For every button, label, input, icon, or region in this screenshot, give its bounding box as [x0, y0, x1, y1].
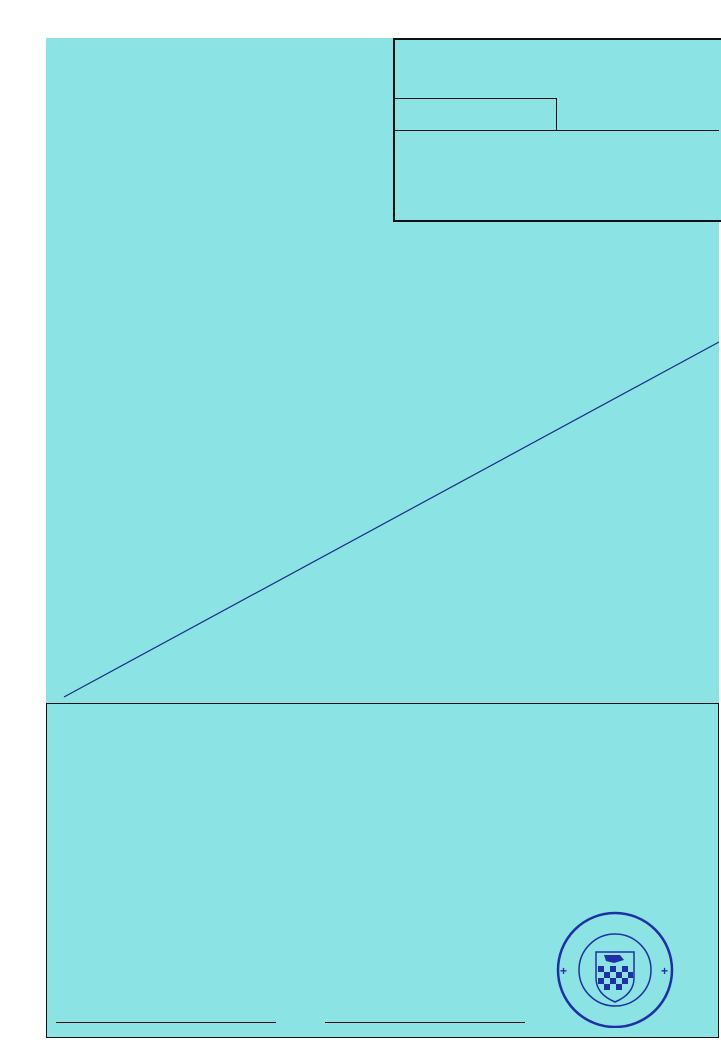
svg-text:+: + — [661, 964, 669, 978]
section13-title — [50, 706, 54, 716]
svg-text:+: + — [560, 964, 568, 978]
official-stamp — [548, 908, 682, 1028]
